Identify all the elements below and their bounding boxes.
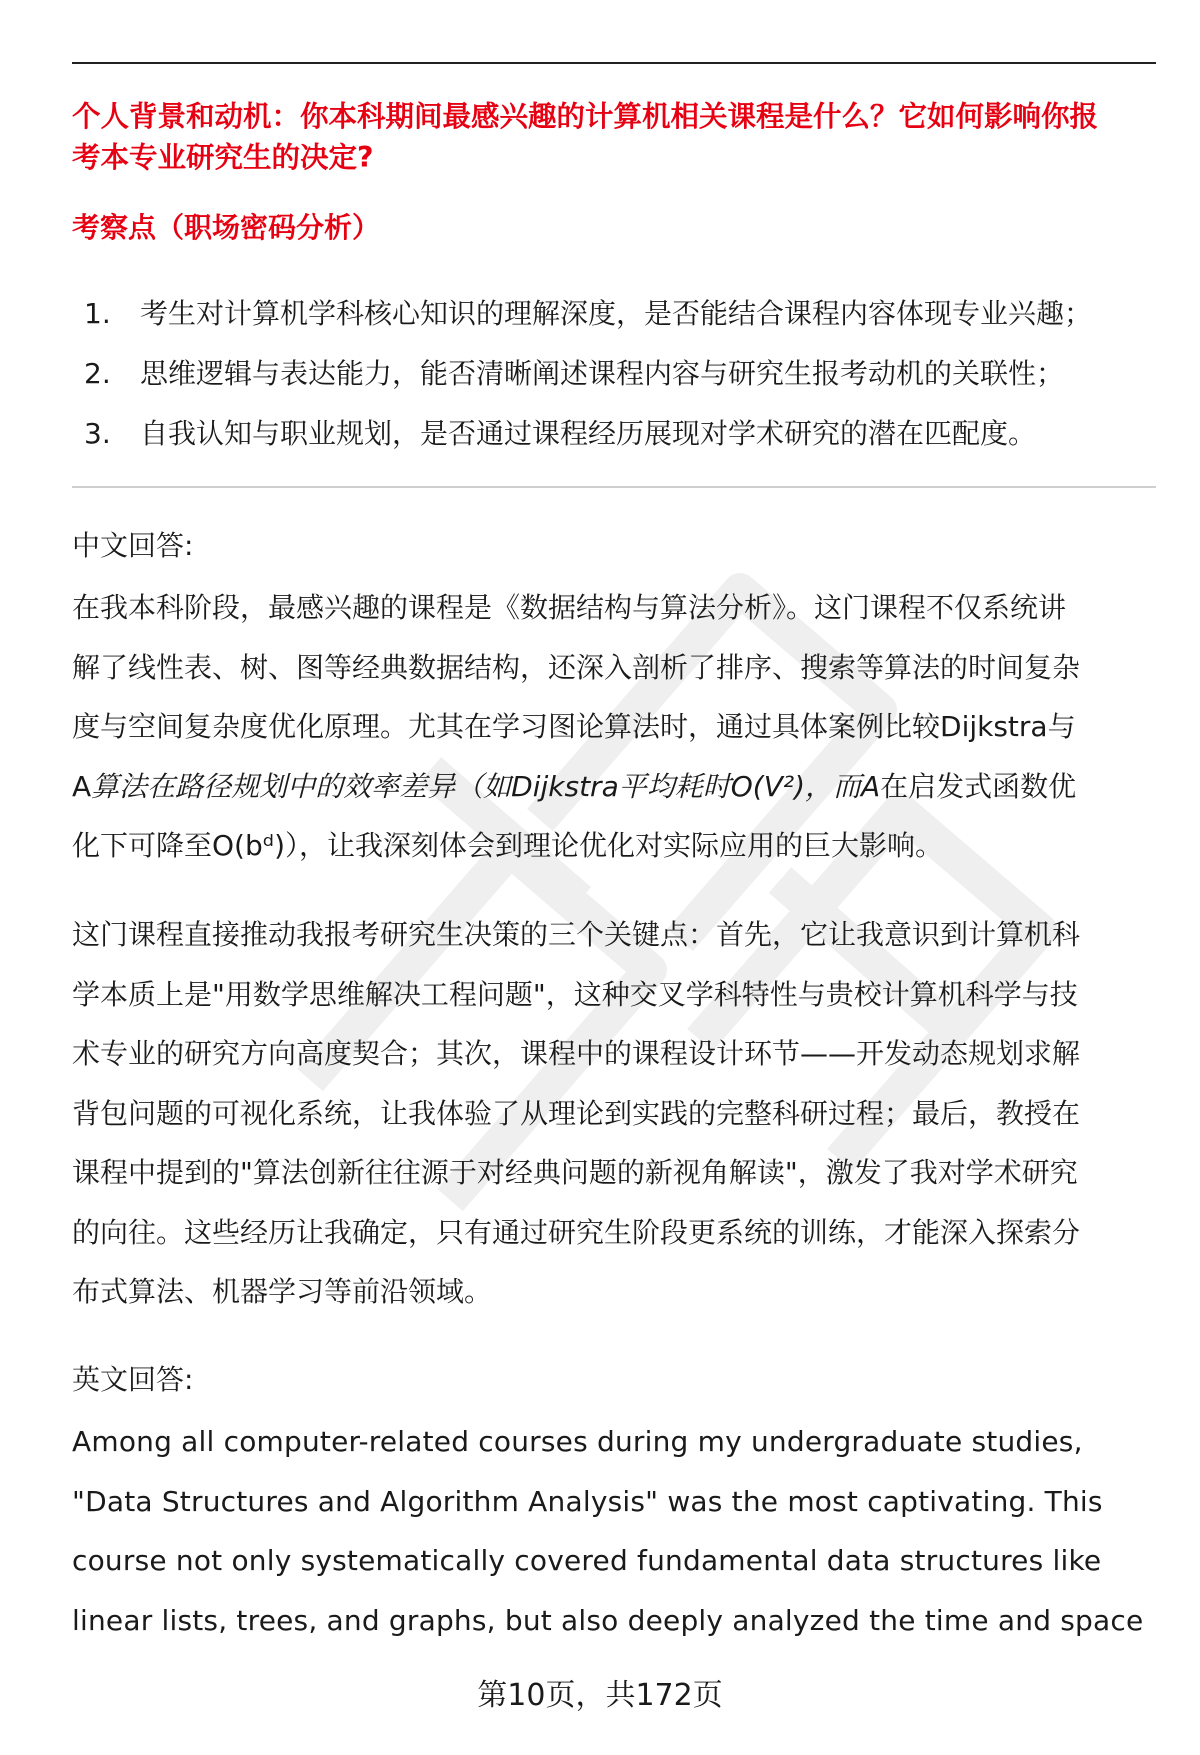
list-item-text: 自我认知与职业规划，是否通过课程经历展现对学术研究的潜在匹配度。 <box>140 417 1037 450</box>
section-divider <box>72 486 1156 488</box>
list-item <box>72 404 1156 464</box>
text-line: 解了线性表、树、图等经典数据结构，还深入剖析了排序、搜索等算法的时间复杂 <box>72 650 1081 684</box>
english-answer-paragraph <box>72 1412 1156 1650</box>
italic-segment: 算法在路径规划中的效率差异（如Dijkstra平均耗时O(V²)，而A <box>91 769 881 803</box>
text-line: 布式算法、机器学习等前沿领域。 <box>72 1275 493 1308</box>
text-line: 化下可降至O(bᵈ)），让我深刻体会到理论优化对实际应用的巨大影响。 <box>72 829 944 862</box>
text-line: course not only systematically covered fundamental data structures like <box>72 1544 1102 1577</box>
text-line: 这门课程直接推动我报考研究生决策的三个关键点：首先，它让我意识到计算机科 <box>72 918 1081 951</box>
text-line: 在我本科阶段，最感兴趣的课程是《数据结构与算法分析》。这门课程不仅系统讲 <box>72 591 1067 624</box>
chinese-answer-paragraph-2 <box>72 905 1156 1322</box>
text-line: 课程中提到的"算法创新往往源于对经典问题的新视角解读"，激发了我对学术研究 <box>72 1156 1078 1189</box>
text-line: 术专业的研究方向高度契合；其次，课程中的课程设计环节——开发动态规划求解 <box>72 1037 1081 1070</box>
text-line: 学本质上是"用数学思维解决工程问题"，这种交叉学科特性与贵校计算机科学与技 <box>72 977 1078 1011</box>
text-segment: A <box>72 769 92 803</box>
question-title-line-1: 个人背景和动机：你本科期间最感兴趣的计算机相关课程是什么？它如何影响你报 <box>72 100 1099 133</box>
english-answer-label: 英文回答: <box>72 1363 194 1396</box>
chinese-answer-paragraph-1 <box>72 578 1156 876</box>
list-item <box>72 284 1156 344</box>
text-line: 度与空间复杂度优化原理。尤其在学习图论算法时，通过具体案例比较Dijkstra与 <box>72 710 1076 743</box>
text-line <box>72 757 1156 817</box>
text-line: "Data Structures and Algorithm Analysis" was the most captivating. This <box>72 1484 1103 1518</box>
assessment-heading: 考察点（职场密码分析） <box>72 211 381 244</box>
list-item-number: 1. <box>84 297 111 330</box>
list-item-number: 3. <box>84 417 111 450</box>
text-line: 的向往。这些经历让我确定，只有通过研究生阶段更系统的训练，才能深入探索分 <box>72 1215 1081 1249</box>
top-divider <box>72 62 1156 64</box>
assessment-list <box>72 284 1156 464</box>
text-line: linear lists, trees, and graphs, but also deeply analyzed the time and space <box>72 1603 1144 1637</box>
text-segment: 在启发式函数优 <box>880 769 1077 803</box>
list-item <box>72 344 1156 404</box>
chinese-answer-label: 中文回答: <box>72 529 194 562</box>
question-title <box>72 96 1156 178</box>
list-item-number: 2. <box>84 357 111 390</box>
list-item-text: 思维逻辑与表达能力，能否清晰阐述课程内容与研究生报考动机的关联性； <box>140 357 1065 390</box>
text-line: Among all computer-related courses during my undergraduate studies, <box>72 1425 1083 1458</box>
text-line: 背包问题的可视化系统，让我体验了从理论到实践的完整科研过程；最后，教授在 <box>72 1096 1081 1130</box>
list-item-text: 考生对计算机学科核心知识的理解深度，是否能结合课程内容体现专业兴趣； <box>140 297 1093 330</box>
question-title-line-2: 考本专业研究生的决定? <box>72 141 374 174</box>
page-number: 第10页，共172页 <box>477 1678 723 1713</box>
